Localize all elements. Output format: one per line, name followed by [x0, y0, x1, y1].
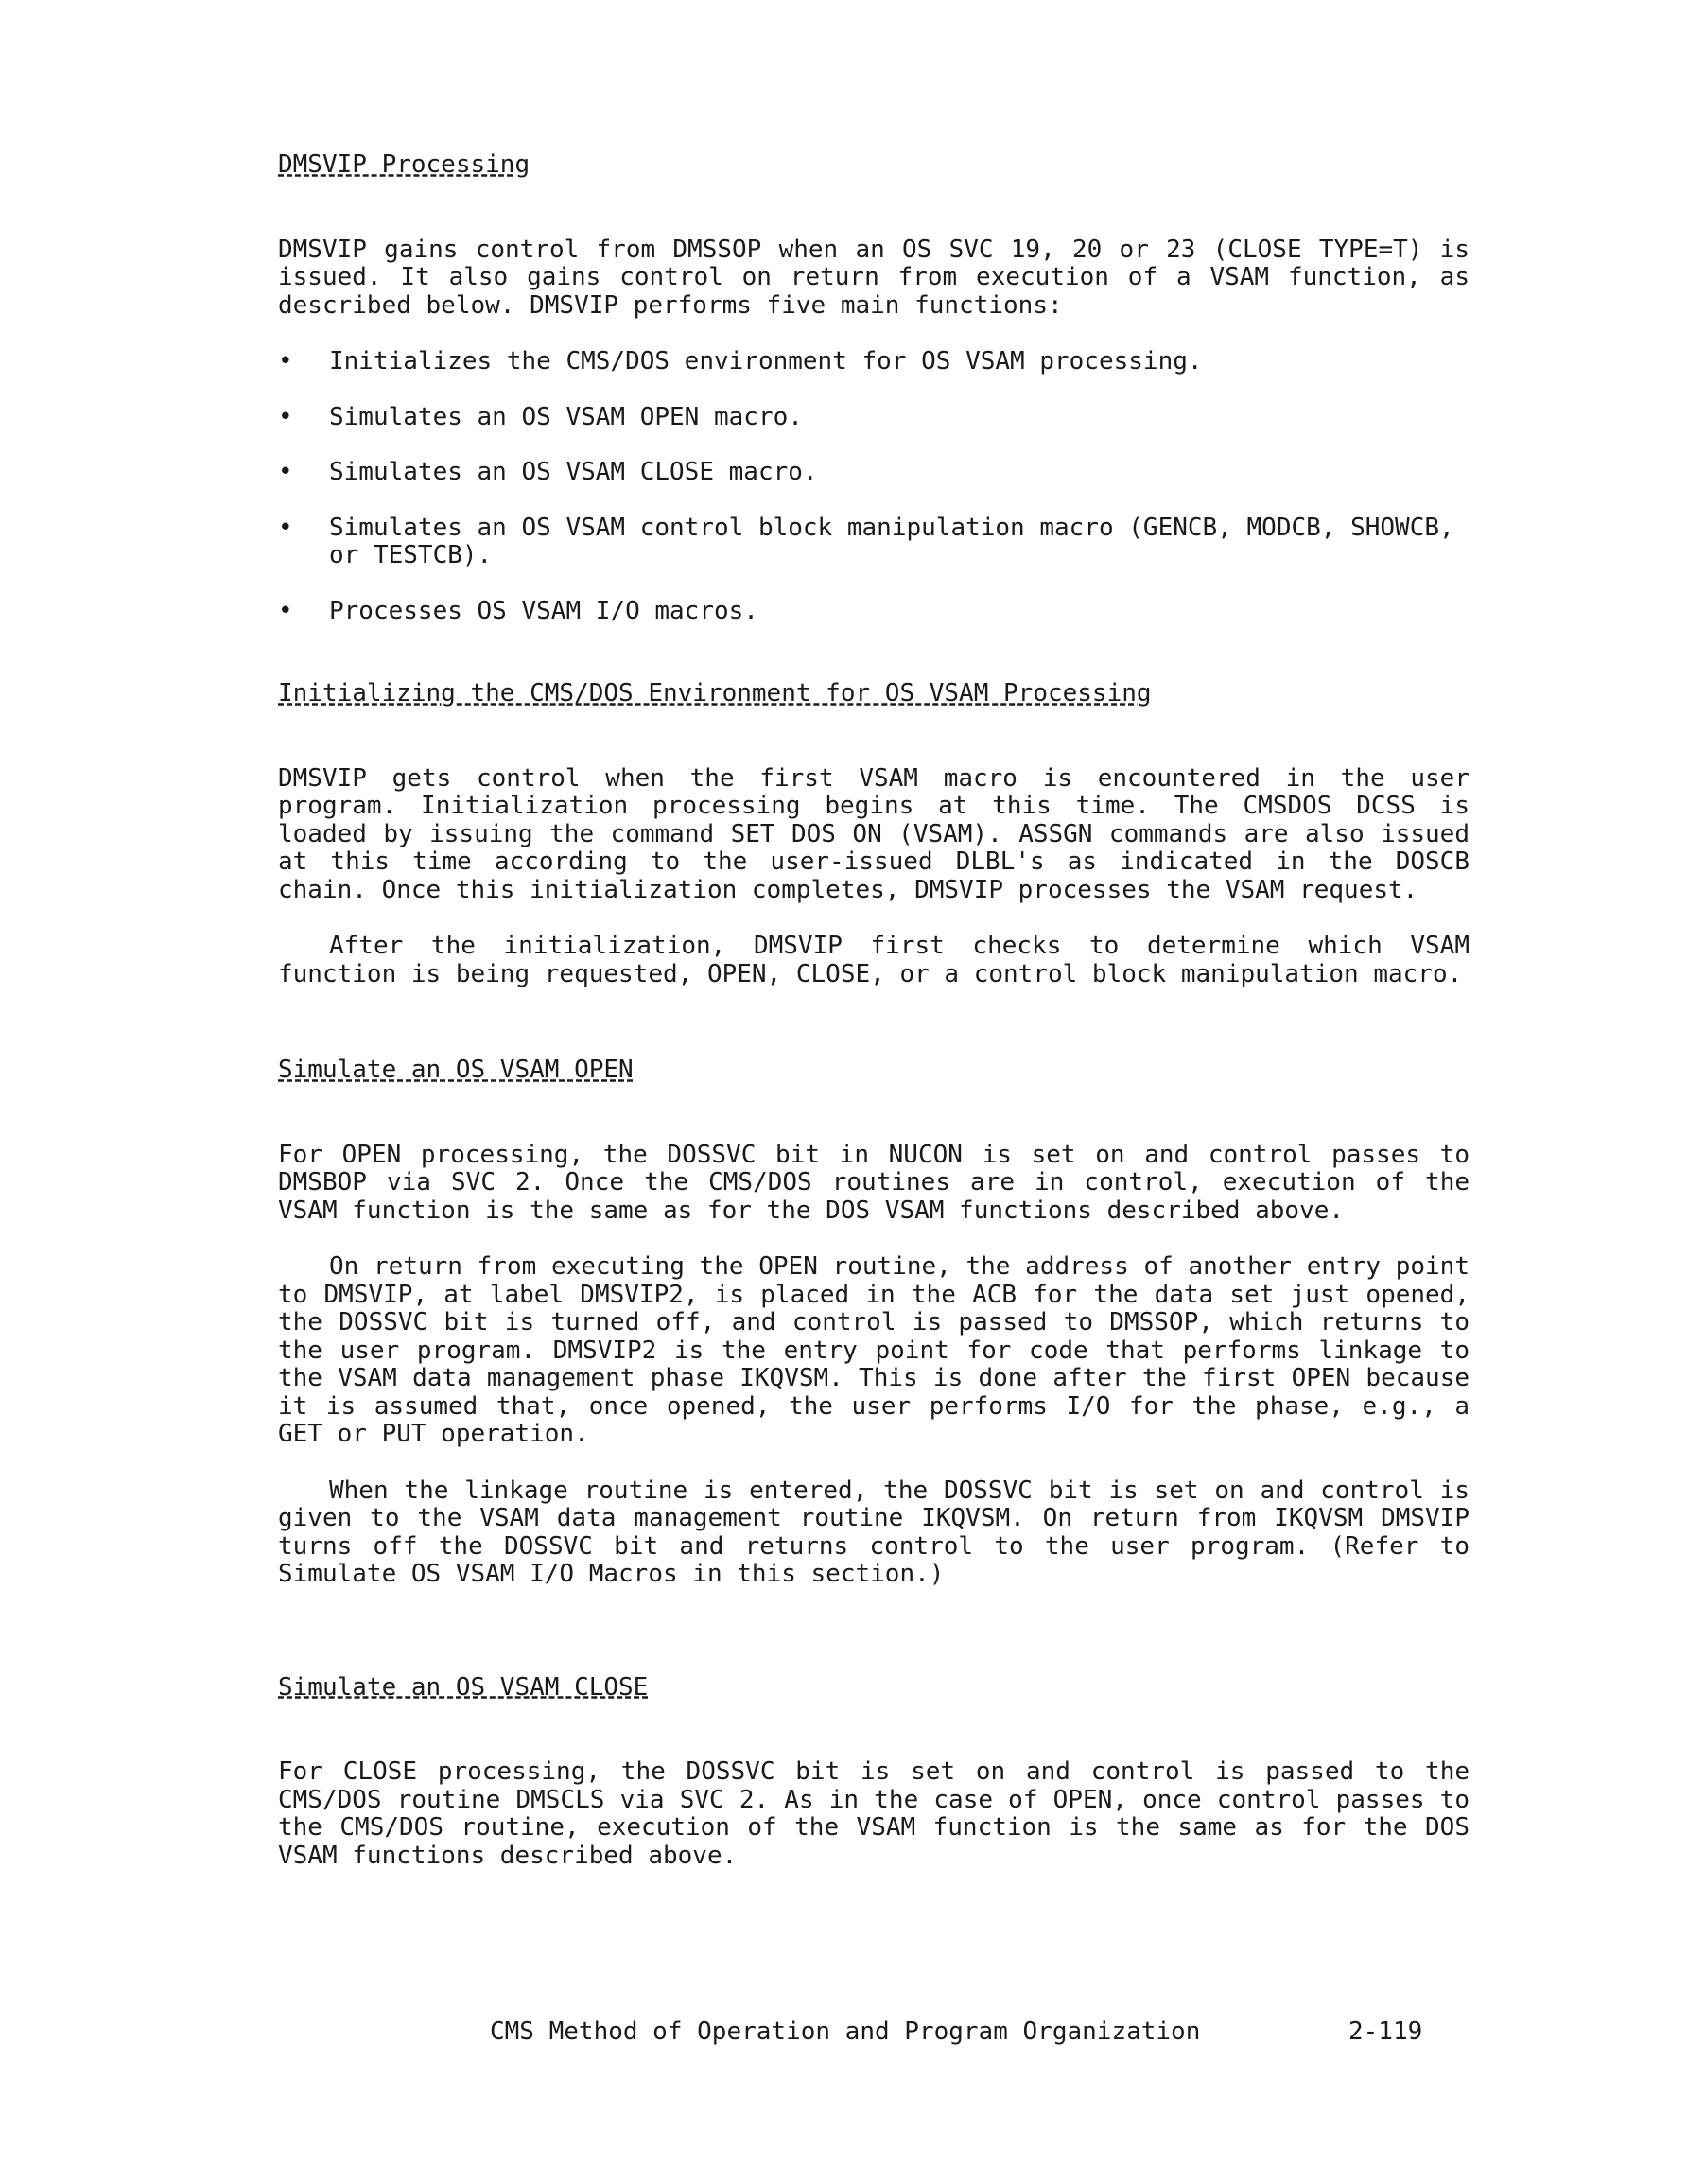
bullet-icon: •: [278, 402, 293, 431]
page-number: 2-119: [1348, 2018, 1423, 2046]
intro-paragraph: DMSVIP gains control from DMSSOP when an OS SVC 19, 20 or 23 (CLOSE TYPE=T) is issued. It also gains control on return from execution of a VSAM function, as described below. DMSVIP performs five main functions:: [278, 235, 1470, 320]
init-paragraph-2: After the initialization, DMSVIP first checks to determine which VSAM function is being requested, OPEN, CLOSE, or a control block manipulation macro.: [278, 932, 1470, 988]
footer-title: CMS Method of Operation and Program Organization: [490, 2018, 1201, 2046]
list-item-text: Simulates an OS VSAM control block manipulation macro (GENCB, MODCB, SHOWCB, or TESTCB).: [329, 513, 1454, 569]
bullet-icon: •: [278, 596, 293, 625]
list-item-text: Simulates an OS VSAM CLOSE macro.: [329, 458, 818, 486]
list-item-text: Initializes the CMS/DOS environment for OS VSAM processing.: [329, 347, 1203, 376]
open-paragraph-3: When the linkage routine is entered, the DOSSVC bit is set on and control is given to the VSAM data management routine IKQVSM. On return from IKQVSM DMSVIP turns off the DOSSVC bit and returns control to the user program. (Refer to Simulate OS VSAM I/O Macros in this section.): [278, 1476, 1470, 1588]
list-item-text: Simulates an OS VSAM OPEN macro.: [329, 402, 803, 431]
section-heading: DMSVIP Processing: [278, 150, 530, 179]
init-heading: Initializing the CMS/DOS Environment for OS VSAM Processing: [278, 679, 1152, 708]
list-item-text: Processes OS VSAM I/O macros.: [329, 596, 758, 625]
init-paragraph-1: DMSVIP gets control when the first VSAM macro is encountered in the user program. Initialization processing begins at this time. The CMSDOS DCSS is loaded by issuing the command SET DOS ON (VSAM). ASSGN commands are also issued at this time according to the user-issued DLBL's as indicated in the DOSCB chain. Once this initialization completes, DMSVIP processes the VSAM request.: [278, 763, 1470, 904]
close-heading: Simulate an OS VSAM CLOSE: [278, 1672, 649, 1702]
open-paragraph-2: On return from executing the OPEN routine, the address of another entry point to DMSVIP, at label DMSVIP2, is placed in the ACB for the data set just opened, the DOSSVC bit is turned off, and control is passed to DMSSOP, which returns to the user program. DMSVIP2 is the entry point for code that performs linkage to the VSAM data management phase IKQVSM. This is done after the first OPEN because it is assumed that, once opened, the user performs I/O for the phase, e.g., a GET or PUT operation.: [278, 1252, 1470, 1448]
close-paragraph-1: For CLOSE processing, the DOSSVC bit is set on and control is passed to the CMS/DOS routine DMSCLS via SVC 2. As in the case of OPEN, once control passes to the CMS/DOS routine, execution of the VSAM function is the same as for the DOS VSAM functions described above.: [278, 1757, 1470, 1870]
open-heading: Simulate an OS VSAM OPEN: [278, 1056, 634, 1084]
bullet-icon: •: [278, 513, 293, 542]
list-item: [278, 459, 1470, 487]
list-item: [278, 348, 1470, 376]
list-item: [278, 598, 1470, 626]
list-item: [278, 515, 1470, 570]
list-item: [278, 404, 1470, 432]
function-list: [278, 348, 1470, 625]
bullet-icon: •: [278, 458, 293, 486]
open-paragraph-1: For OPEN processing, the DOSSVC bit in NUCON is set on and control passes to DMSBOP via SVC 2. Once the CMS/DOS routines are in control, execution of the VSAM function is the same as for the DOS VSAM functions described above.: [278, 1140, 1470, 1225]
bullet-icon: •: [278, 347, 293, 376]
document-page: [278, 151, 1470, 1870]
